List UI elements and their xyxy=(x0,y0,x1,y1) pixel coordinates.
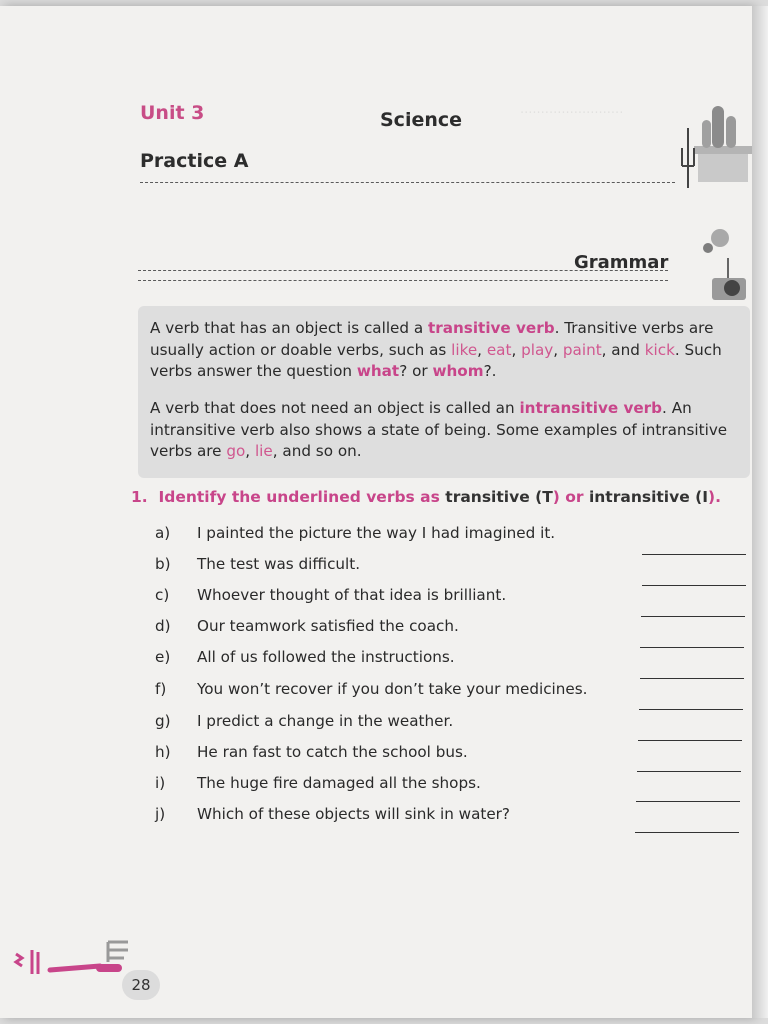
answer-blank[interactable] xyxy=(638,740,742,741)
transitive-term: transitive verb xyxy=(428,319,555,337)
cactus-pot-icon xyxy=(694,106,752,182)
divider xyxy=(138,280,668,281)
worksheet-page xyxy=(0,6,752,1018)
answer-blank[interactable] xyxy=(640,647,744,648)
show-through-text: ......................... xyxy=(520,102,624,117)
practice-title: Practice A xyxy=(140,150,249,172)
flower-pot-icon xyxy=(703,229,746,300)
list-item: h) He ran fast to catch the school bus. xyxy=(155,743,468,761)
question-heading: 1. Identify the underlined verbs as transitive (T) or intransitive (I). xyxy=(131,488,721,506)
garden-illustration xyxy=(668,88,752,308)
list-item: b) The test was difficult. xyxy=(155,555,361,573)
answer-blank[interactable] xyxy=(637,771,741,772)
answer-blank[interactable] xyxy=(641,616,745,617)
answer-blank[interactable] xyxy=(642,585,746,586)
list-item: f) You won’t recover if you don’t take your medicines. xyxy=(155,680,588,698)
garden-tools-icon xyxy=(10,934,134,988)
divider xyxy=(140,182,675,183)
list-item: j) Which of these objects will sink in water? xyxy=(155,805,510,823)
answer-blank[interactable] xyxy=(639,709,743,710)
list-item: d) Our teamwork satisfied the coach. xyxy=(155,617,459,635)
answer-blank[interactable] xyxy=(642,554,746,555)
info-box xyxy=(138,306,750,478)
transitive-definition: A verb that has an object is called a transitive verb. Transitive verbs are usually action or doable verbs, such as like, eat, play, paint, and kick. Such verbs answer the question what? or whom?. xyxy=(150,319,722,380)
answer-blank[interactable] xyxy=(635,832,739,833)
page-number: 28 xyxy=(122,970,160,1000)
intransitive-term: intransitive verb xyxy=(519,399,663,417)
list-item: a) I painted the picture the way I had imagined it. xyxy=(155,524,556,542)
section-title: Grammar xyxy=(574,252,669,273)
garden-fork-icon xyxy=(682,128,694,188)
intransitive-definition: A verb that does not need an object is called an intransitive verb. An intransitive verb also shows a state of being. Some examples of intransitive verbs are go, lie, and so on. xyxy=(150,399,728,460)
list-item: e) All of us followed the instructions. xyxy=(155,648,455,666)
list-item: g) I predict a change in the weather. xyxy=(155,712,454,730)
answer-blank[interactable] xyxy=(636,801,740,802)
list-item: c) Whoever thought of that idea is brilliant. xyxy=(155,586,507,604)
answer-blank[interactable] xyxy=(640,678,744,679)
list-item: i) The huge fire damaged all the shops. xyxy=(155,774,481,792)
unit-label: Unit 3 xyxy=(140,102,205,124)
subject-title: Science xyxy=(380,109,463,131)
